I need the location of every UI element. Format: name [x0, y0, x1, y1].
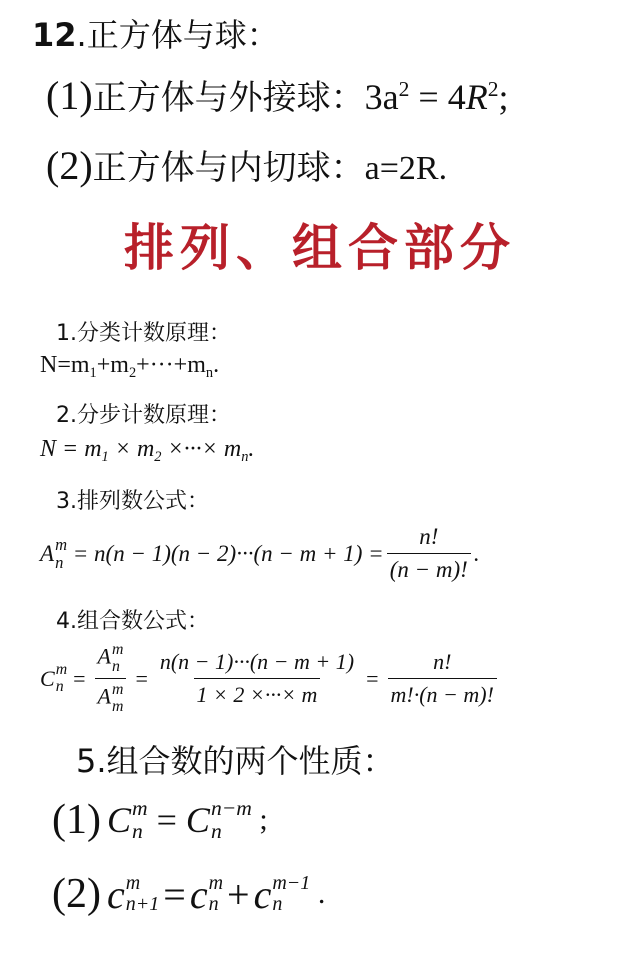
permutation-formula: A m n = n(n − 1)(n − 2)···(n − m + 1) = $\frac{n!}{(n - m)!}$ .	[40, 524, 480, 582]
counting-addition-title: 1.分类计数原理：	[56, 321, 231, 346]
combination-fraction-c: $\frac{n!}{m!\cdot(n - m)!}$	[388, 649, 497, 708]
combination-fraction-b: $\frac{n(n - 1)\cdot\cdot\cdot(n - m + 1)}{1 \times 2 \times\cdot\cdot\cdot\times m}$	[159, 649, 355, 708]
permutation-title: 3.排列数公式：	[56, 489, 209, 514]
section-title-text: .正方体与球：	[76, 16, 279, 54]
property-1: (1) C m n = C n−m n ;	[52, 796, 268, 843]
section-number: 12	[32, 16, 77, 54]
item-label: (1)	[46, 73, 93, 118]
counting-multiplication-title: 2.分步计数原理：	[56, 403, 231, 428]
formula: $3a^2 = 4R^2$;	[364, 77, 509, 117]
addition-principle-formula: $N=m_1+m_2+\cdot\cdot\cdot+m_n$.	[40, 352, 220, 382]
item-text: 正方体与外接球：	[92, 78, 365, 118]
combination-properties-title: 5.组合数的两个性质：	[76, 742, 395, 780]
section-header: 排列、组合部分	[124, 219, 516, 277]
combination-formula: C m n = A m n A m m = $\frac{n(n - 1)\cdot\cdot\cdot(n - m + 1)}{1 \times 2 \times\cdot\cdot\cdot\times m}$ = $\frac{n!}{m!\cdot(n - m)!}$	[40, 642, 500, 716]
permutation-fraction: $\frac{n!}{(n - m)!}$	[387, 524, 471, 583]
combination-fraction-a: A m n A m m	[95, 642, 127, 716]
formula: a=2R.	[364, 150, 448, 187]
cube-inscribed-sphere-line	[46, 140, 447, 189]
item-text: 正方体与内切球：	[92, 148, 365, 188]
section-12-title	[32, 10, 279, 56]
cube-circumscribed-sphere-line	[46, 70, 509, 119]
multiplication-principle-formula: $N = m_1 \times m_2$ ×···× $m_n$.	[40, 436, 255, 466]
combination-title: 4.组合数公式：	[56, 609, 209, 634]
property-2: (2) c m n+1 = c m n + c m−1 n .	[52, 871, 326, 917]
item-label: (2)	[46, 143, 93, 188]
